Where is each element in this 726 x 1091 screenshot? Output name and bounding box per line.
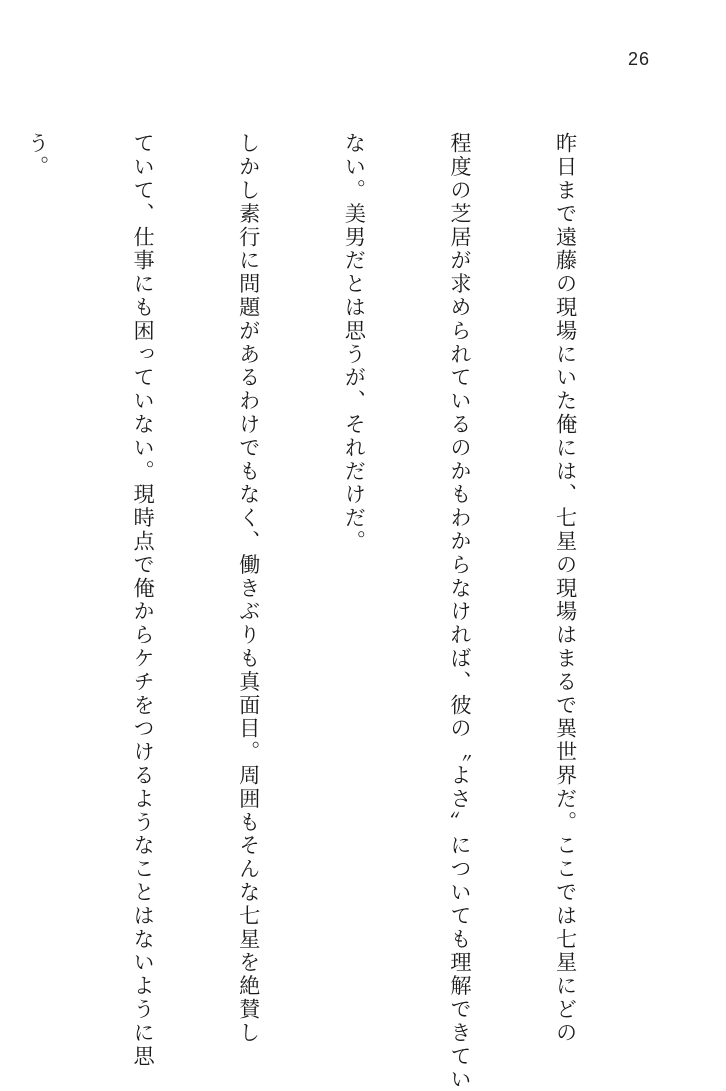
page-number: 26 <box>627 49 650 69</box>
text-line-4: しかし素行に問題があるわけでもなく、働きぶりも真面目。周囲もそんな七星を絶賛し <box>236 132 262 1045</box>
text-line-1: 昨日まで遠藤の現場にいた俺には、七星の現場はまるで異世界だ。ここでは七星にどの <box>553 132 579 1045</box>
text-line-2: 程度の芝居が求められているのかもわからなければ、彼の〝よさ〟についても理解できてい <box>447 132 473 1091</box>
text-line-3: ない。美男だとは思うが、それだけだ。 <box>342 132 368 554</box>
text-line-5: ていて、仕事にも困っていない。現時点で俺からケチをつけるようなことはないように思 <box>131 132 157 1068</box>
text-line-6: う。 <box>25 132 51 179</box>
novel-text-block <box>0 132 654 1091</box>
